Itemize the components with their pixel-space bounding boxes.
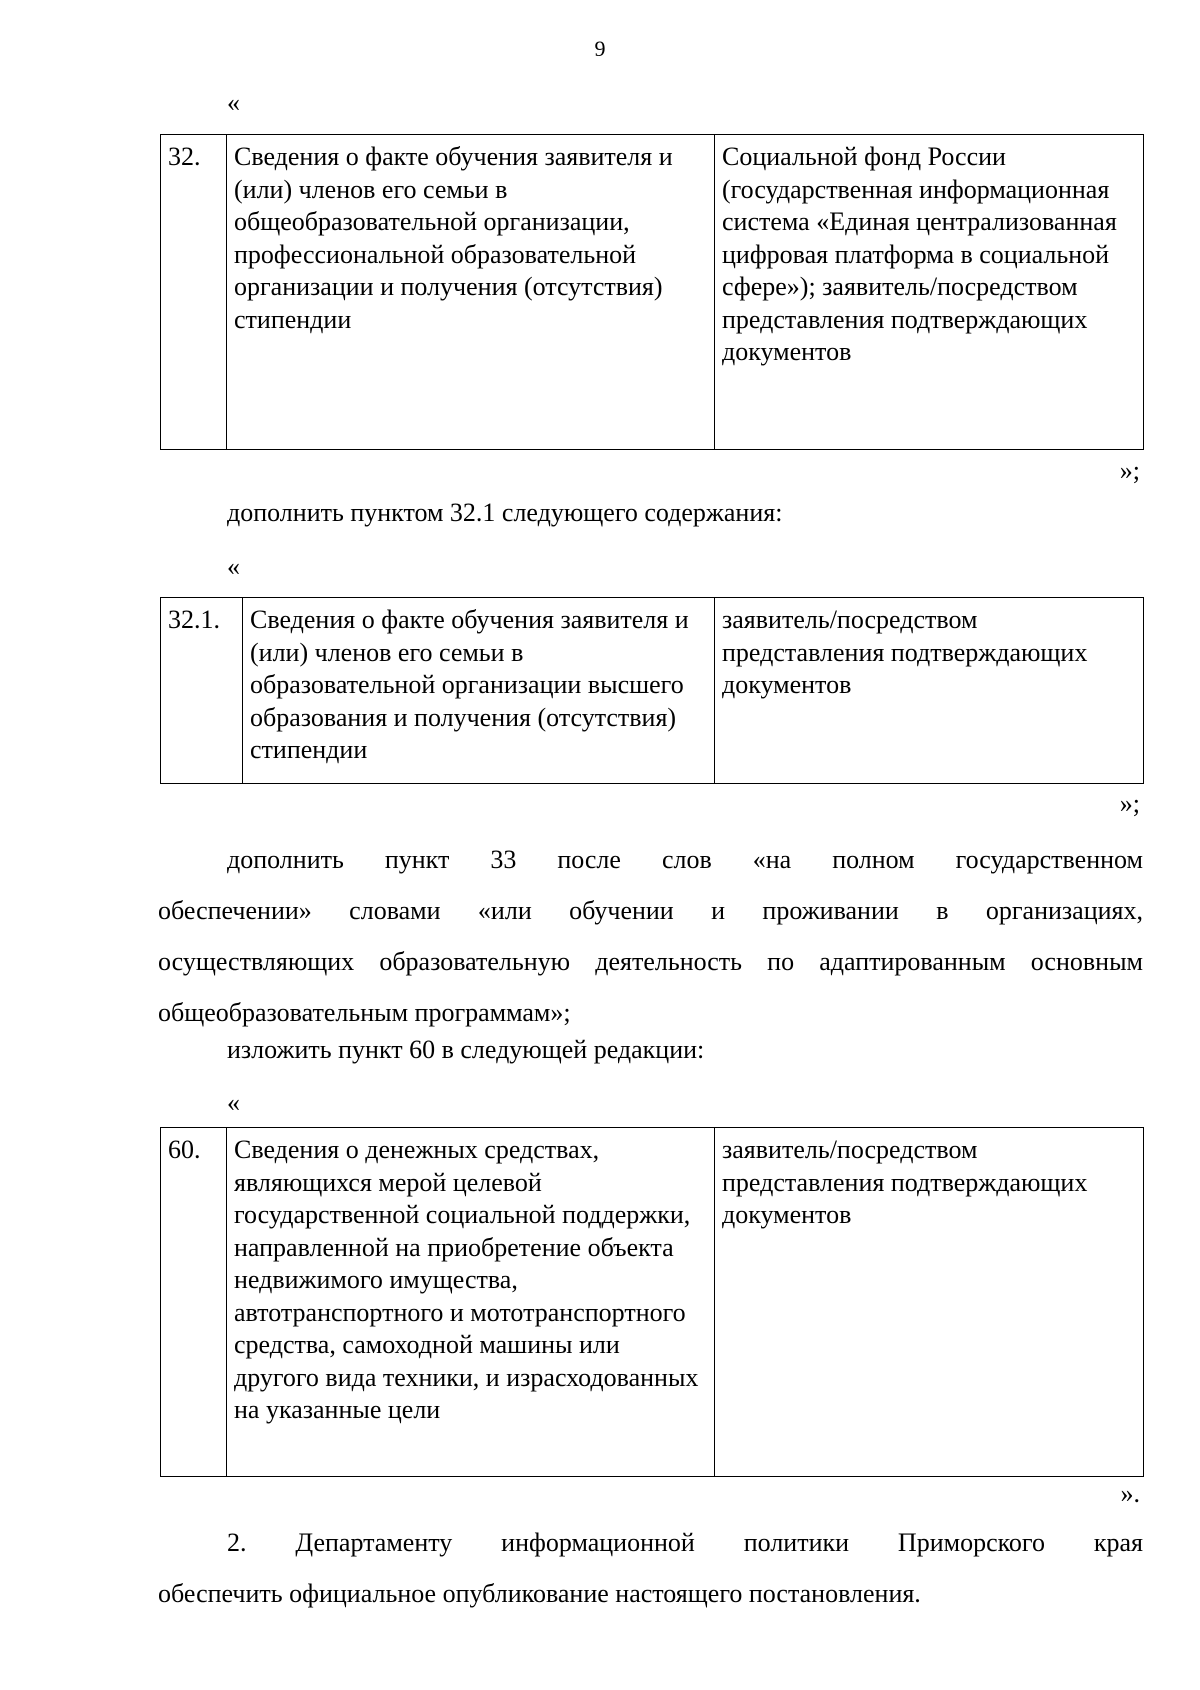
paragraph-line: обеспечении» словами «или обучении и проживании в организациях,	[158, 896, 1143, 925]
item-source: заявитель/посредством представления подтверждающих документов	[715, 1128, 1144, 1477]
paragraph-add-32-1: дополнить пунктом 32.1 следующего содержания:	[227, 498, 783, 527]
item-information: Сведения о факте обучения заявителя и (или) членов его семьи в образовательной организации высшего образования и получения (отсутствия) стипендии	[243, 598, 715, 784]
item-information: Сведения о факте обучения заявителя и (или) членов его семьи в общеобразовательной организации, профессиональной образовательной организации и получения (отсутствия) стипендии	[227, 135, 715, 450]
table-row	[161, 135, 1144, 450]
paragraph-item-33	[158, 834, 1143, 1038]
opening-quote: «	[227, 1088, 240, 1117]
closing-quote: »;	[1119, 789, 1140, 818]
item-source: заявитель/посредством представления подтверждающих документов	[715, 598, 1144, 784]
page-number: 9	[594, 36, 606, 61]
paragraph-item-60: изложить пункт 60 в следующей редакции:	[227, 1035, 705, 1064]
closing-quote: »;	[1119, 456, 1140, 485]
item-number: 32.1.	[161, 598, 243, 784]
paragraph-line: обеспечить официальное опубликование настоящего постановления.	[158, 1579, 921, 1608]
opening-quote: «	[227, 88, 240, 117]
table-item-32-1	[160, 597, 1144, 784]
item-number: 60.	[161, 1128, 227, 1477]
item-information: Сведения о денежных средствах, являющихся мерой целевой государственной социальной поддержки, направленной на приобретение объекта недвижимого имущества, автотранспортного и мототранспортного средства, самоходной машины или другого вида техники, и израсходованных на указанные цели	[227, 1128, 715, 1477]
table-item-60	[160, 1127, 1144, 1477]
table-row	[161, 598, 1144, 784]
paragraph-section-2	[158, 1517, 1143, 1619]
opening-quote: «	[227, 552, 240, 581]
paragraph-line: осуществляющих образовательную деятельность по адаптированным основным	[158, 947, 1143, 976]
paragraph-line: 2. Департаменту информационной политики Приморского края	[227, 1528, 1143, 1557]
item-number: 32.	[161, 135, 227, 450]
table-row	[161, 1128, 1144, 1477]
paragraph-line: общеобразовательным программам»;	[158, 998, 571, 1027]
item-source: Социальной фонд России (государственная информационная система «Единая централизованная цифровая платформа в социальной сфере»); заявитель/посредством представления подтверждающих документов	[715, 135, 1144, 450]
closing-quote: ».	[1120, 1479, 1140, 1508]
paragraph-line: дополнить пункт 33 после слов «на полном государственном	[227, 845, 1143, 874]
table-item-32	[160, 134, 1144, 450]
